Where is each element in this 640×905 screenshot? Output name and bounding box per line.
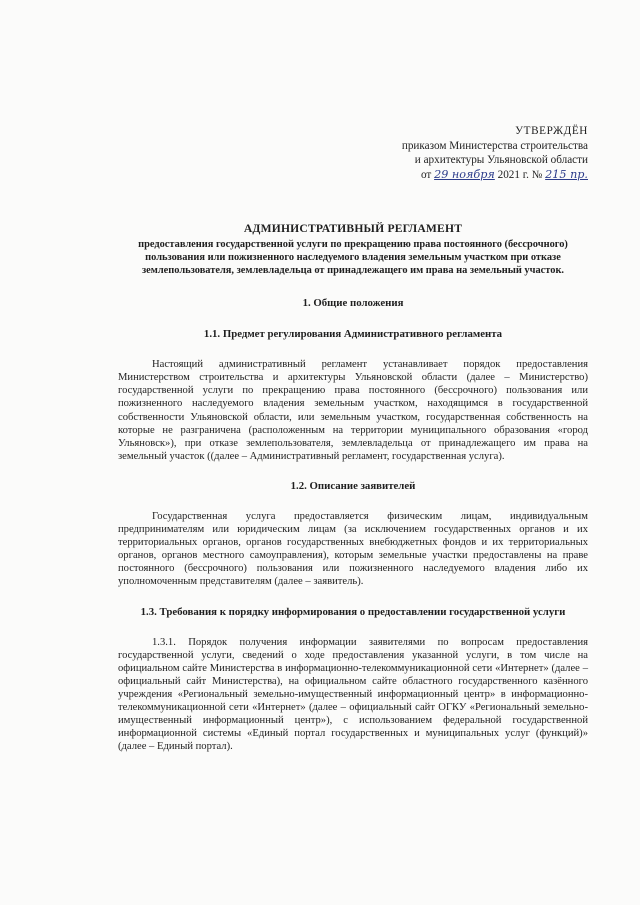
section-1-3-1-text: 1.3.1. Порядок получения информации заявителями по вопросам предоставления государственной услуги, сведений о ходе предоставления указанной услуги, в том числе на официальном сайте Министерства в информационно-телекоммуникационной сети «Интернет» (далее – официальный сайт Министерства), на официальном сайте областного государственного казённого учреждения «Региональный земельно-имущественный информационный центр» в информационно-телекоммуникационной сети «Интернет» (далее – официальный сайт ОГКУ «Региональный земельно-имущественный информационный центр»), с использованием федеральной государственной информационной системы «Единый портал государственных и муниципальных услуг (функций)» (далее – Единый портал). bbox=[118, 636, 588, 753]
section-general-heading: 1. Общие положения bbox=[302, 297, 404, 310]
approval-stamp: УТВЕРЖДЁН bbox=[515, 125, 588, 137]
section-1-2-text: Государственная услуга предоставляется физическим лицам, индивидуальным предпринимателям или юридическим лицам (за исключением государственных органов и их территориальных органов, органов государственных внебюджетных фондов и их территориальных органов, органов местного самоуправления), которым земельные участки предоставлены на праве постоянного (бессрочного) пользования или пожизненного наследуемого владения либо их уполномоченным представителям (далее – заявитель). bbox=[118, 510, 588, 588]
section-1-2-heading: 1.2. Описание заявителей bbox=[290, 479, 416, 492]
date-prefix: от bbox=[420, 168, 432, 181]
approval-line-1: приказом Министерства строительства bbox=[401, 139, 588, 152]
document-body bbox=[118, 222, 588, 753]
handwritten-number: 215 пр. bbox=[545, 167, 588, 181]
section-1-3-heading: 1.3. Требования к порядку информирования о предоставлении государственной услуги bbox=[140, 605, 566, 618]
handwritten-date: 29 ноября bbox=[434, 167, 495, 181]
document-subtitle: предоставления государственной услуги по прекращению права постоянного (бессрочного) пользования или пожизненного наследуемого владения земельным участком при отказе землепользователя, землевладельца от принадлежащего им права на земельный участок. bbox=[138, 239, 568, 277]
section-1-1-heading: 1.1. Предмет регулирования Административного регламента bbox=[203, 328, 503, 341]
approval-block bbox=[308, 124, 588, 182]
date-suffix: 2021 г. № bbox=[497, 168, 543, 181]
approval-line-2: и архитектуры Ульяновской области bbox=[414, 154, 588, 167]
section-1-1-text: Настоящий административный регламент устанавливает порядок предоставления Министерством строительства и архитектуры Ульяновской области (далее – Министерство) государственной услуги по прекращению права постоянного (бессрочного) пользования или пожизненного наследуемого владения земельным участком, находящимся в государственной собственности Ульяновской области, или земельным участком, государственная собственность на которые не разграничена (расположенным на территории муниципального образования «город Ульяновск»), при отказе землепользователя, землевладельца от принадлежащего им права на земельный участок ((далее – Административный регламент, государственная услуга). bbox=[118, 359, 588, 462]
document-title: АДМИНИСТРАТИВНЫЙ РЕГЛАМЕНТ bbox=[243, 222, 463, 235]
approval-order-line bbox=[308, 168, 588, 183]
